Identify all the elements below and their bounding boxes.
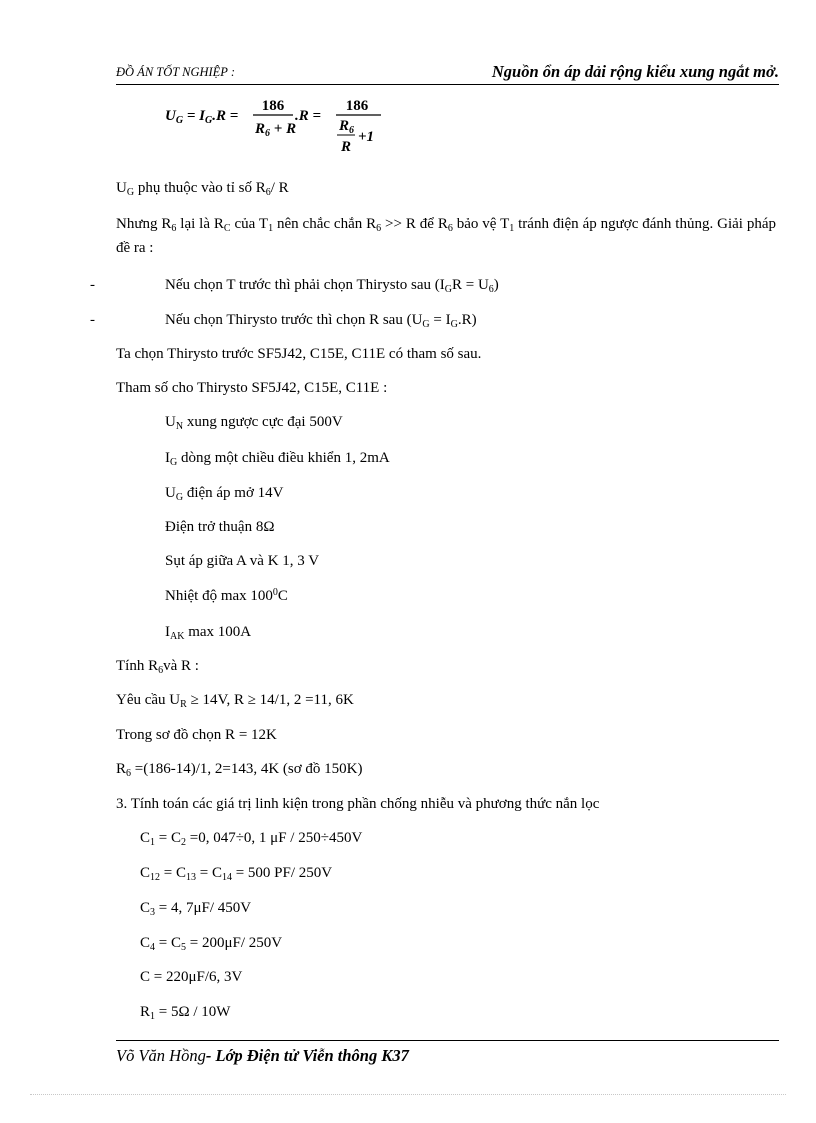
- text-line: $R_6 =(186-14)/1$, 2=143, 4K (sơ đồ 150K): [116, 761, 363, 779]
- svg-text:186: 186: [261, 98, 285, 114]
- header-title: Nguồn ổn áp dải rộng kiểu xung ngắt mở.: [491, 62, 779, 81]
- spec-line: Nhiệt độ $\max 100^0C$: [165, 587, 288, 604]
- page-footer: [116, 1046, 409, 1066]
- formula-ug: [165, 94, 405, 164]
- component-line: $C_{12} = C_{13} = C_{14} = 500$ PF/ 250V: [140, 865, 333, 883]
- text-line: Yêu cầu $U_R \ge 14V$, R ≥ 14/1, 2 =11, 6K: [116, 692, 354, 710]
- bullet-item: Nếu chọn Thirysto trước thì chọn R sau $(U_G = I_G.R)$: [165, 312, 477, 330]
- text-line: $U_G$ phụ thuộc vào tỉ số $R_6/$ R: [116, 180, 289, 198]
- svg-text:R6: $R_6$: [339, 118, 355, 136]
- bullet-dash: -: [90, 277, 95, 293]
- svg-text:.R =: .R =: [295, 108, 322, 124]
- svg-text:UG = IG.R =: $U_G = I_G.R$ =: [165, 108, 239, 126]
- text-line: Ta chọn Thirysto trước SF5J42, C15E, C11E có tham số sau.: [116, 346, 482, 362]
- bullet-item: Nếu chọn T trước thì phải chọn Thirysto sau $(I_GR = U_6)$: [165, 277, 499, 295]
- spec-line: $I_{AK}$ max 100A: [165, 624, 252, 642]
- spec-line: Sụt áp giữa A và K 1, 3 V: [165, 553, 320, 569]
- svg-text:+1: +1: [358, 129, 375, 145]
- svg-text:R6 + R: $R_6 + R$: [255, 121, 297, 139]
- footer-rule: [116, 1040, 779, 1041]
- footer-author: Võ Văn Hồng: [116, 1046, 206, 1065]
- component-line: $C_4 = C_5 = 200\mu F/$ 250V: [140, 935, 283, 953]
- section-heading: 3. Tính toán các giá trị linh kiện trong phần chống nhiễu và phương thức nắn lọc: [116, 796, 600, 812]
- header-left: ĐỒ ÁN TỐT NGHIỆP :: [116, 65, 235, 79]
- text-line: Tính $R_6và$ R :: [116, 658, 199, 676]
- page-header: [116, 62, 779, 85]
- spec-line: $U_G$ điện áp mở 14V: [165, 485, 284, 503]
- text-line: Tham số cho Thirysto SF5J42, C15E, C11E :: [116, 380, 388, 396]
- spec-line: $U_N$ xung ngược cực đại 500V: [165, 414, 343, 432]
- text-line: Trong sơ đồ chọn R = 12K: [116, 727, 277, 743]
- spec-line: $I_G$ dòng một chiều điều khiển 1, 2mA: [165, 450, 390, 468]
- footer-class: - Lớp Điện tử Viễn thông K37: [205, 1046, 409, 1065]
- spec-line: Điện trở thuận 8Ω: [165, 519, 275, 535]
- svg-text:R: R: [341, 139, 352, 155]
- component-line: $R_1 = 5\Omega / 10W$: [140, 1004, 231, 1022]
- paragraph: Nhưng $R_6$ lại là $R_C$ của $T_1$ nên chắc chắn $R_6 >> R$ để $R_6$ bảo vệ $T_1$ tránh điện áp ngược đánh thủng. Giải pháp đề ra :: [116, 216, 777, 256]
- component-line: C = 220μF/6, 3V: [140, 969, 243, 985]
- page-bottom-border: [30, 1094, 786, 1095]
- component-line: $C_3 = 4$, 7μF/ 450V: [140, 900, 252, 918]
- svg-text:186: 186: [345, 98, 369, 114]
- bullet-dash: -: [90, 312, 95, 328]
- component-line: $C_1 = C_2 =0$, 047÷0, 1 μF / 250÷450V: [140, 830, 363, 848]
